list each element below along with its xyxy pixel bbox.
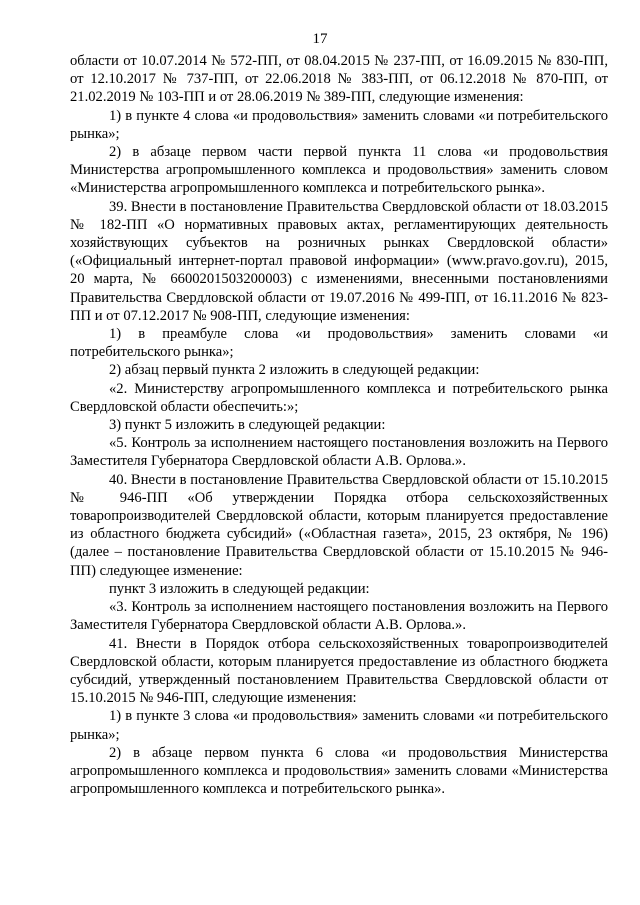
paragraph-39-item-2: 2) абзац первый пункта 2 изложить в следующей редакции: bbox=[109, 362, 480, 379]
paragraph-39-item-1: 1) в преамбуле слова «и продовольствия» заменить словами «и потребительского рынка»; bbox=[70, 326, 608, 361]
paragraph-39-quote-5: «5. Контроль за исполнением настоящего постановления возложить на Первого Заместителя Губернатора Свердловской области А.В. Орлова.». bbox=[70, 435, 608, 470]
document-body bbox=[70, 52, 608, 798]
paragraph-40-quote-3: «3. Контроль за исполнением настоящего постановления возложить на Первого Заместителя Губернатора Свердловской области А.В. Орлова.». bbox=[70, 599, 608, 634]
page-number: 17 bbox=[312, 31, 328, 47]
paragraph-41-item-1: 1) в пункте 3 слова «и продовольствия» заменить словами «и потребительского рынка»; bbox=[70, 708, 608, 743]
paragraph-section-39: 39. Внести в постановление Правительства Свердловской области от 18.03.2015 № 182-ПП «О нормативных правовых актах, регламентирующих деятельность хозяйствующих субъектов на розничных рынках Свердловской области» («Официальный интернет-портал правовой информации» (www.pravo.gov.ru), 2015, 20 марта, № 6600201503200003) с изменениями, внесенными постановлениями Правительства Свердловской области от 19.07.2016 № 499-ПП, от 16.11.2016 № 823-ПП и от 07.12.2017 № 908-ПП, следующие изменения: bbox=[70, 198, 608, 324]
paragraph-39-item-3: 3) пункт 5 изложить в следующей редакции: bbox=[109, 417, 386, 434]
paragraph-item-2: 2) в абзаце первом части первой пункта 11 слова «и продовольствия Министерства агропромышленного комплекса и продовольствия» заменить словом «Министерства агропромышленного комплекса и потребительского рынка». bbox=[70, 144, 608, 197]
paragraph-item-1: 1) в пункте 4 слова «и продовольствия» заменить словами «и потребительского рынка»; bbox=[70, 107, 608, 142]
paragraph-40-item: пункт 3 изложить в следующей редакции: bbox=[109, 580, 370, 597]
paragraph-section-41: 41. Внести в Порядок отбора сельскохозяйственных товаропроизводителей Свердловской области, которым планируется предоставление из областного бюджета субсидий, утвержденный постановлением Правительства Свердловской области от 15.10.2015 № 946-ПП, следующие изменения: bbox=[70, 635, 608, 707]
paragraph-section-40: 40. Внести в постановление Правительства Свердловской области от 15.10.2015 № 946-ПП «Об утверждении Порядка отбора сельскохозяйственных товаропроизводителей Свердловской области, которым планируется предоставление из областного бюджета субсидий» («Областная газета», 2015, 23 октября, № 196) (далее – постановление Правительства Свердловской области от 15.10.2015 № 946-ПП) следующее изменение: bbox=[70, 471, 608, 579]
paragraph-39-quote-2: «2. Министерству агропромышленного комплекса и потребительского рынка Свердловской области обеспечить:»; bbox=[70, 380, 608, 415]
paragraph-continuation: области от 10.07.2014 № 572-ПП, от 08.04.2015 № 237-ПП, от 16.09.2015 № 830-ПП, от 12.10.2017 № 737-ПП, от 22.06.2018 № 383-ПП, от 06.12.2018 № 870-ПП, от 21.02.2019 № 103-ПП и от 28.06.2019 № 389-ПП, следующие изменения: bbox=[70, 53, 608, 106]
paragraph-41-item-2: 2) в абзаце первом пункта 6 слова «и продовольствия Министерства агропромышленного комплекса и продовольствия» заменить словами «Министерства агропромышленного комплекса и потребительского рынка». bbox=[70, 744, 608, 798]
